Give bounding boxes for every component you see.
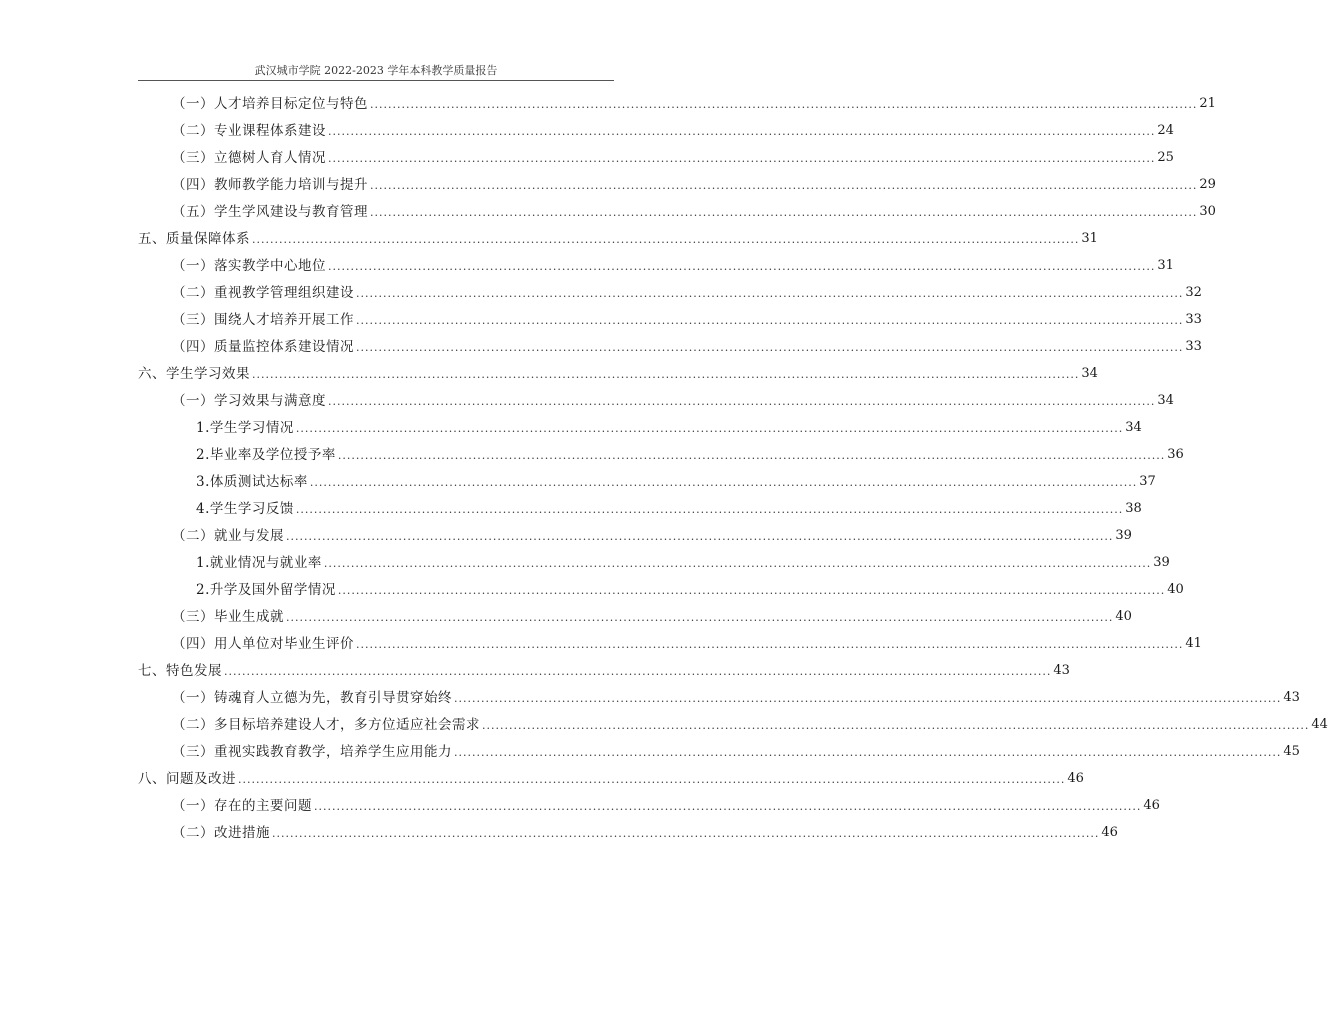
toc-entry-page: 40 [1167, 582, 1184, 597]
toc-entry-title: 2.毕业率及学位授予率 [196, 447, 336, 463]
toc-leader-dots: ........................................................................................................................................................................................ [356, 341, 1184, 354]
toc-entry[interactable] [196, 445, 1184, 465]
toc-entry[interactable] [172, 391, 1174, 411]
toc-entry-title: （一）人才培养目标定位与特色 [172, 96, 368, 112]
toc-entry-title: 2.升学及国外留学情况 [196, 582, 336, 598]
toc-entry-page: 39 [1153, 555, 1170, 570]
toc-entry-page: 21 [1199, 96, 1216, 111]
toc-leader-dots: ........................................................................................................................................................................................ [286, 611, 1114, 624]
toc-entry-page: 46 [1101, 825, 1118, 840]
toc-entry[interactable] [172, 715, 1328, 735]
toc-entry[interactable] [172, 148, 1174, 168]
toc-entry-page: 41 [1185, 636, 1202, 651]
toc-entry[interactable] [196, 472, 1156, 492]
toc-leader-dots: ........................................................................................................................................................................................ [337, 584, 1166, 597]
toc-leader-dots: ........................................................................................................................................................................................ [356, 314, 1184, 327]
toc-entry-title: （三）围绕人才培养开展工作 [172, 312, 354, 328]
toc-entry[interactable] [196, 553, 1170, 573]
toc-leader-dots: ........................................................................................................................................................................................ [356, 287, 1184, 300]
toc-leader-dots: ........................................................................................................................................................................................ [482, 719, 1310, 732]
toc-leader-dots: ........................................................................................................................................................................................ [252, 368, 1080, 381]
toc-entry[interactable] [138, 661, 1070, 681]
toc-entry-page: 40 [1115, 609, 1132, 624]
header-rule [138, 80, 614, 81]
toc-entry-title: （四）质量监控体系建设情况 [172, 339, 354, 355]
toc-leader-dots: ........................................................................................................................................................................................ [238, 773, 1066, 786]
toc-leader-dots: ........................................................................................................................................................................................ [224, 665, 1052, 678]
toc-entry[interactable] [138, 364, 1098, 384]
toc-entry-title: 六、学生学习效果 [138, 366, 250, 382]
toc-entry[interactable] [172, 796, 1160, 816]
toc-entry-title: （一）铸魂育人立德为先，教育引导贯穿始终 [172, 690, 452, 706]
toc-entry-page: 46 [1067, 771, 1084, 786]
toc-leader-dots: ........................................................................................................................................................................................ [328, 260, 1156, 273]
toc-entry-page: 37 [1139, 474, 1156, 489]
toc-entry-page: 25 [1157, 150, 1174, 165]
toc-entry-title: （三）重视实践教育教学，培养学生应用能力 [172, 744, 452, 760]
toc-leader-dots: ........................................................................................................................................................................................ [370, 206, 1198, 219]
toc-entry-page: 32 [1185, 285, 1202, 300]
toc-entry-page: 39 [1115, 528, 1132, 543]
toc-entry-page: 36 [1167, 447, 1184, 462]
toc-leader-dots: ........................................................................................................................................................................................ [328, 125, 1156, 138]
toc-entry-title: 八、问题及改进 [138, 771, 236, 787]
toc-entry-page: 43 [1053, 663, 1070, 678]
toc-entry[interactable] [172, 94, 1216, 114]
toc-entry-page: 45 [1283, 744, 1300, 759]
toc-entry-page: 34 [1081, 366, 1098, 381]
toc-entry-page: 31 [1157, 258, 1174, 273]
toc-leader-dots: ........................................................................................................................................................................................ [286, 530, 1114, 543]
toc-entry[interactable] [172, 337, 1202, 357]
toc-entry[interactable] [172, 283, 1202, 303]
toc-leader-dots: ........................................................................................................................................................................................ [337, 449, 1166, 462]
toc-entry[interactable] [172, 607, 1132, 627]
toc-entry-title: （二）改进措施 [172, 825, 270, 841]
toc-entry[interactable] [172, 175, 1216, 195]
toc-leader-dots: ........................................................................................................................................................................................ [323, 557, 1152, 570]
toc-entry-title: 五、质量保障体系 [138, 231, 250, 247]
toc-leader-dots: ........................................................................................................................................................................................ [295, 422, 1124, 435]
toc-entry-title: （四）教师教学能力培训与提升 [172, 177, 368, 193]
toc-leader-dots: ........................................................................................................................................................................................ [454, 692, 1282, 705]
toc-entry[interactable] [172, 310, 1202, 330]
toc-leader-dots: ........................................................................................................................................................................................ [252, 233, 1080, 246]
toc-entry-title: （二）重视教学管理组织建设 [172, 285, 354, 301]
toc-entry[interactable] [138, 769, 1084, 789]
toc-entry-page: 30 [1199, 204, 1216, 219]
page-header: 武汉城市学院 2022-2023 学年本科教学质量报告 [254, 64, 498, 77]
toc-leader-dots: ........................................................................................................................................................................................ [295, 503, 1124, 516]
toc-entry[interactable] [138, 229, 1098, 249]
toc-entry[interactable] [196, 499, 1142, 519]
toc-entry-page: 24 [1157, 123, 1174, 138]
toc-entry-page: 29 [1199, 177, 1216, 192]
toc-entry[interactable] [172, 742, 1300, 762]
toc-entry-page: 43 [1283, 690, 1300, 705]
toc-entry-title: （一）学习效果与满意度 [172, 393, 326, 409]
toc-entry-page: 31 [1081, 231, 1098, 246]
toc-entry[interactable] [172, 202, 1216, 222]
toc-leader-dots: ........................................................................................................................................................................................ [370, 179, 1198, 192]
toc-leader-dots: ........................................................................................................................................................................................ [328, 395, 1156, 408]
toc-entry-title: 3.体质测试达标率 [196, 474, 308, 490]
toc-leader-dots: ........................................................................................................................................................................................ [454, 746, 1282, 759]
toc-entry-title: （二）就业与发展 [172, 528, 284, 544]
toc-leader-dots: ........................................................................................................................................................................................ [356, 638, 1184, 651]
toc-entry[interactable] [172, 121, 1174, 141]
toc-entry[interactable] [172, 823, 1118, 843]
toc-entry-title: （三）立德树人育人情况 [172, 150, 326, 166]
toc-entry-title: （一）落实教学中心地位 [172, 258, 326, 274]
toc-entry[interactable] [172, 634, 1202, 654]
toc-entry-page: 34 [1157, 393, 1174, 408]
toc-leader-dots: ........................................................................................................................................................................................ [309, 476, 1138, 489]
toc-entry-page: 33 [1185, 312, 1202, 327]
toc-entry-title: 4.学生学习反馈 [196, 501, 294, 517]
toc-entry-page: 38 [1125, 501, 1142, 516]
toc-entry-page: 33 [1185, 339, 1202, 354]
toc-entry-page: 46 [1143, 798, 1160, 813]
toc-entry[interactable] [172, 256, 1174, 276]
toc-leader-dots: ........................................................................................................................................................................................ [328, 152, 1156, 165]
toc-entry[interactable] [196, 580, 1184, 600]
toc-entry[interactable] [196, 418, 1142, 438]
toc-entry-title: （四）用人单位对毕业生评价 [172, 636, 354, 652]
toc-entry-title: （二）多目标培养建设人才，多方位适应社会需求 [172, 717, 480, 733]
toc-entry-title: 七、特色发展 [138, 663, 222, 679]
toc-entry[interactable] [172, 526, 1132, 546]
toc-leader-dots: ........................................................................................................................................................................................ [314, 800, 1142, 813]
toc-leader-dots: ........................................................................................................................................................................................ [370, 98, 1198, 111]
toc-entry-title: （一）存在的主要问题 [172, 798, 312, 814]
toc-entry-title: 1.就业情况与就业率 [196, 555, 322, 571]
toc-entry[interactable] [172, 688, 1300, 708]
toc-entry-title: （五）学生学风建设与教育管理 [172, 204, 368, 220]
toc-entry-page: 34 [1125, 420, 1142, 435]
toc-entry-title: （二）专业课程体系建设 [172, 123, 326, 139]
toc-entry-title: 1.学生学习情况 [196, 420, 294, 436]
toc-entry-page: 44 [1311, 717, 1328, 732]
toc-entry-title: （三）毕业生成就 [172, 609, 284, 625]
toc-leader-dots: ........................................................................................................................................................................................ [272, 827, 1100, 840]
